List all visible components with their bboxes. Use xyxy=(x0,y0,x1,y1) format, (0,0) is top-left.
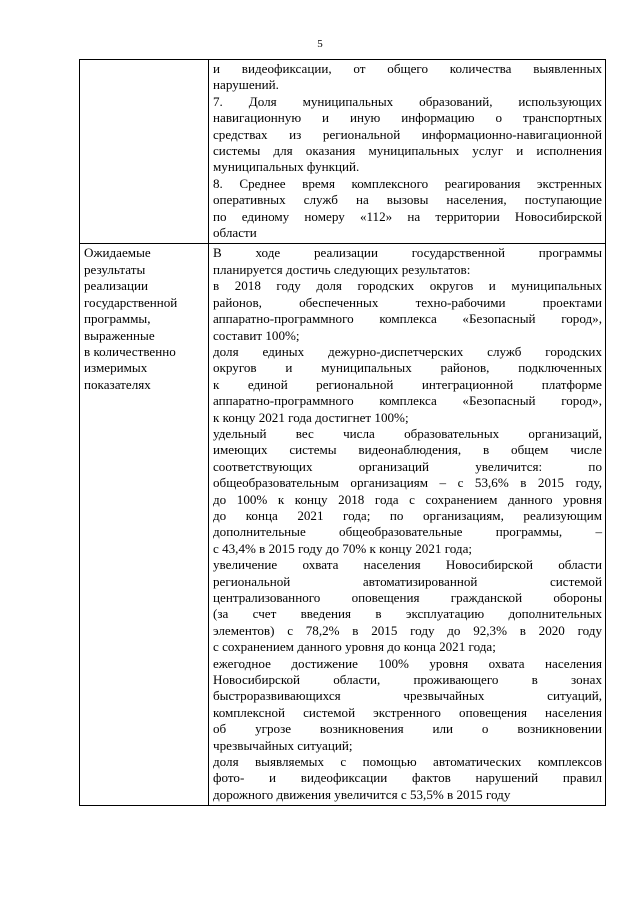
paragraph-line: планируется достичь следующих результатов: xyxy=(213,261,471,277)
row-label-line: результаты xyxy=(84,261,146,277)
paragraph-line: нарушений. xyxy=(213,77,279,93)
paragraph-line: к концу 2021 года достигнет 100%; xyxy=(213,409,409,425)
paragraph-line: по единому номеру «112» на территории Новосибирской xyxy=(213,208,602,224)
row-label-line: Ожидаемые xyxy=(84,245,151,261)
paragraph-line: до конца 2021 года; по организациям, реализующим xyxy=(213,507,602,523)
paragraph-line: Новосибирской области, проживающего в зонах xyxy=(213,672,602,688)
paragraph-line: соответствующих организаций увеличится: по xyxy=(213,458,602,474)
paragraph-line: округов и муниципальных районов, подключенных xyxy=(213,360,602,376)
paragraph-line: области xyxy=(213,225,257,241)
paragraph-line: муниципальных функций. xyxy=(213,159,360,175)
paragraph-line: дополнительные общеобразовательные программы, – xyxy=(213,524,602,540)
paragraph-line: аппаратно-программного комплекса «Безопасный город», xyxy=(213,393,602,409)
table-row xyxy=(80,244,606,806)
row-content-cell xyxy=(209,244,606,806)
paragraph-line: общеобразовательным организациям – с 53,6% в 2015 году, xyxy=(213,475,602,491)
paragraph-line: средствах из региональной информационно-навигационной xyxy=(213,126,602,142)
paragraph-line: дорожного движения увеличится с 53,5% в 2015 году xyxy=(213,786,511,802)
paragraph-line: с 43,4% в 2015 году до 70% к концу 2021 года; xyxy=(213,540,473,556)
row-label-line: программы, xyxy=(84,311,151,327)
paragraph-line: составит 100%; xyxy=(213,327,300,343)
paragraph-line: имеющих системы видеонаблюдения, в общем числе xyxy=(213,442,602,458)
paragraph-line: централизованного оповещения гражданской обороны xyxy=(213,590,602,605)
table-row xyxy=(80,60,606,244)
row-label-line: реализации xyxy=(84,278,148,294)
paragraph-line: до 100% к концу 2018 года с сохранением данного уровня xyxy=(213,491,602,507)
paragraph-line: региональной автоматизированной системой xyxy=(213,573,602,589)
paragraph-line: В ходе реализации государственной программы xyxy=(213,245,602,261)
paragraph-line: и видеофиксации, от общего количества выявленных xyxy=(213,61,602,76)
paragraph-line: в 2018 году доля городских округов и муниципальных xyxy=(213,278,602,294)
program-passport-table xyxy=(79,59,606,806)
paragraph-line: об угрозе возникновения или о возникновении xyxy=(213,721,602,737)
paragraph-line: с сохранением данного уровня до конца 2021 года; xyxy=(213,639,496,655)
paragraph-line: системы для оказания муниципальных услуг и исполнения xyxy=(213,143,602,159)
paragraph-line: к единой региональной интеграционной платформе xyxy=(213,376,602,392)
page-number: 5 xyxy=(317,38,323,50)
row-label-line: измеримых xyxy=(84,360,148,376)
row-label-cell xyxy=(80,60,209,244)
paragraph-line: 8. Среднее время комплексного реагирования экстренных xyxy=(213,175,602,191)
paragraph-line: элементов) с 78,2% в 2015 году до 92,3% в 2020 году xyxy=(213,622,602,638)
paragraph-line: районов, обеспеченных техно-рабочими проектами xyxy=(213,294,602,310)
paragraph-line: быстроразвивающихся чрезвычайных ситуаций, xyxy=(213,688,602,704)
paragraph-line: ежегодное достижение 100% уровня охвата населения xyxy=(213,655,602,671)
row-label-line: государственной xyxy=(84,294,178,310)
paragraph-line: навигационную и иную информацию о транспортных xyxy=(213,110,602,126)
paragraph-line: оперативных служб на вызовы населения, поступающие xyxy=(213,192,602,208)
row-label-line: в количественно xyxy=(84,343,176,359)
paragraph-line: (за счет введения в эксплуатацию дополнительных xyxy=(213,606,602,622)
paragraph-line: увеличение охвата населения Новосибирской области xyxy=(213,557,602,573)
paragraph-line: комплексной системой экстренного оповещения населения xyxy=(213,704,602,720)
row-label-line: показателях xyxy=(84,376,151,392)
paragraph-line: 7. Доля муниципальных образований, использующих xyxy=(213,93,602,109)
paragraph-line: фото- и видеофиксации фактов нарушений правил xyxy=(213,770,602,786)
paragraph-line: доля выявляемых с помощью автоматических комплексов xyxy=(213,754,602,770)
row-content-cell xyxy=(209,60,606,244)
paragraph-line: удельный вес числа образовательных организаций, xyxy=(213,425,602,441)
paragraph-line: доля единых дежурно-диспетчерских служб городских xyxy=(213,343,602,359)
row-label-cell xyxy=(80,244,209,806)
paragraph-line: аппаратно-программного комплекса «Безопасный город», xyxy=(213,311,602,327)
row-label-line: выраженные xyxy=(84,327,155,343)
paragraph-line: чрезвычайных ситуаций; xyxy=(213,737,353,753)
